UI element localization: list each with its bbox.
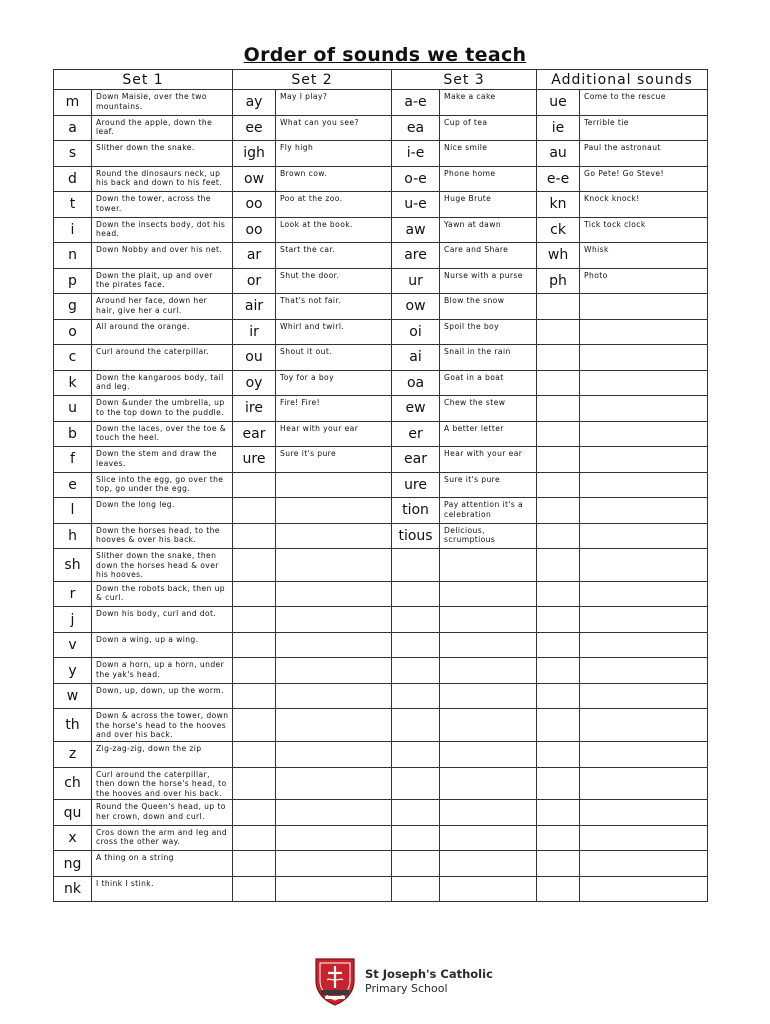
description-cell	[440, 800, 537, 826]
description-cell: Nice smile	[440, 141, 537, 167]
description-cell	[580, 472, 708, 498]
description-cell	[580, 421, 708, 447]
sound-cell	[233, 876, 276, 902]
description-cell	[580, 632, 708, 658]
description-cell: Nurse with a purse	[440, 268, 537, 294]
description-cell	[580, 742, 708, 768]
description-cell	[580, 447, 708, 473]
description-cell	[440, 742, 537, 768]
description-cell: Goat in a boat	[440, 370, 537, 396]
header-set-1: Set 1	[54, 70, 233, 90]
description-cell	[580, 294, 708, 320]
sound-cell: ur	[392, 268, 440, 294]
sound-cell: ure	[233, 447, 276, 473]
description-cell: What can you see?	[276, 115, 392, 141]
description-cell: Sure it's pure	[276, 447, 392, 473]
description-cell: Spoil the boy	[440, 319, 537, 345]
table-row	[54, 166, 708, 192]
description-cell: Phone home	[440, 166, 537, 192]
sound-cell: ire	[233, 396, 276, 422]
description-cell	[276, 607, 392, 633]
description-cell: Down the stem and draw the leaves.	[92, 447, 233, 473]
sound-cell: are	[392, 243, 440, 269]
description-cell: May I play?	[276, 90, 392, 116]
sound-cell	[392, 658, 440, 684]
description-cell: Down the horses head, to the hooves & over his back.	[92, 523, 233, 549]
table-row	[54, 370, 708, 396]
sound-cell	[537, 658, 580, 684]
description-cell: Snail in the rain	[440, 345, 537, 371]
description-cell	[440, 632, 537, 658]
description-cell: Down, up, down, up the worm.	[92, 683, 233, 709]
table-row	[54, 549, 708, 582]
sound-cell: f	[54, 447, 92, 473]
table-row	[54, 268, 708, 294]
sound-cell	[233, 549, 276, 582]
table-row	[54, 607, 708, 633]
description-cell	[276, 825, 392, 851]
description-cell: Blow the snow	[440, 294, 537, 320]
description-cell: Terrible tie	[580, 115, 708, 141]
sound-cell: oo	[233, 217, 276, 243]
description-cell: I think I stink.	[92, 876, 233, 902]
description-cell: Slither down the snake.	[92, 141, 233, 167]
header-additional-sounds: Additional sounds	[537, 70, 708, 90]
sound-cell: e	[54, 472, 92, 498]
table-row	[54, 90, 708, 116]
description-cell	[440, 851, 537, 877]
sound-cell: igh	[233, 141, 276, 167]
description-cell: Knock knock!	[580, 192, 708, 218]
sound-cell: p	[54, 268, 92, 294]
table-row	[54, 632, 708, 658]
sound-cell	[392, 607, 440, 633]
description-cell	[580, 549, 708, 582]
description-cell	[276, 876, 392, 902]
description-cell: Shut the door.	[276, 268, 392, 294]
sound-cell	[233, 709, 276, 742]
sound-cell: er	[392, 421, 440, 447]
sound-cell: wh	[537, 243, 580, 269]
description-cell	[276, 498, 392, 524]
description-cell: Around her face, down her hair, give her a curl.	[92, 294, 233, 320]
table-row	[54, 345, 708, 371]
sound-cell: x	[54, 825, 92, 851]
description-cell	[276, 632, 392, 658]
description-cell: Care and Share	[440, 243, 537, 269]
sound-cell	[537, 851, 580, 877]
description-cell: Hear with your ear	[276, 421, 392, 447]
table-row	[54, 523, 708, 549]
sound-cell: ie	[537, 115, 580, 141]
table-row	[54, 396, 708, 422]
description-cell	[580, 658, 708, 684]
description-cell	[276, 581, 392, 607]
sound-cell: ue	[537, 90, 580, 116]
description-cell	[276, 800, 392, 826]
description-cell	[440, 549, 537, 582]
description-cell	[580, 800, 708, 826]
sound-cell: k	[54, 370, 92, 396]
description-cell: Down the insects body, dot his head.	[92, 217, 233, 243]
sound-cell	[392, 851, 440, 877]
description-cell: Down Nobby and over his net.	[92, 243, 233, 269]
sound-cell	[233, 851, 276, 877]
table-row	[54, 421, 708, 447]
description-cell: Down the plait, up and over the pirates face.	[92, 268, 233, 294]
description-cell: Poo at the zoo.	[276, 192, 392, 218]
sound-cell	[233, 581, 276, 607]
description-cell: Start the car.	[276, 243, 392, 269]
sound-cell: ay	[233, 90, 276, 116]
description-cell	[276, 658, 392, 684]
description-cell	[276, 472, 392, 498]
sound-cell	[537, 683, 580, 709]
description-cell: Down & across the tower, down the horse's head to the hooves and over his back.	[92, 709, 233, 742]
sound-cell: th	[54, 709, 92, 742]
table-row	[54, 800, 708, 826]
sound-cell: ou	[233, 345, 276, 371]
description-cell: Down his body, curl and dot.	[92, 607, 233, 633]
description-cell: Pay attention it's a celebration	[440, 498, 537, 524]
description-cell	[580, 876, 708, 902]
sound-cell: sh	[54, 549, 92, 582]
sound-cell	[537, 294, 580, 320]
sound-cell	[537, 767, 580, 800]
sound-cell: tious	[392, 523, 440, 549]
sound-cell: a	[54, 115, 92, 141]
description-cell	[580, 607, 708, 633]
sound-cell	[233, 800, 276, 826]
sound-cell	[392, 632, 440, 658]
sound-cell	[392, 709, 440, 742]
description-cell	[580, 767, 708, 800]
sound-cell: ai	[392, 345, 440, 371]
description-cell	[276, 523, 392, 549]
sound-cell: i-e	[392, 141, 440, 167]
sound-cell: e-e	[537, 166, 580, 192]
description-cell: Whirl and twirl.	[276, 319, 392, 345]
sound-cell	[392, 767, 440, 800]
sound-cell	[392, 683, 440, 709]
sound-cell: oo	[233, 192, 276, 218]
sound-cell	[537, 549, 580, 582]
sound-cell: s	[54, 141, 92, 167]
table-row	[54, 498, 708, 524]
description-cell: Down Maisie, over the two mountains.	[92, 90, 233, 116]
description-cell: Yawn at dawn	[440, 217, 537, 243]
sound-cell: kn	[537, 192, 580, 218]
description-cell: A better letter	[440, 421, 537, 447]
description-cell	[440, 825, 537, 851]
sound-cell: o	[54, 319, 92, 345]
sound-cell	[537, 498, 580, 524]
table-row	[54, 115, 708, 141]
description-cell: All around the orange.	[92, 319, 233, 345]
sound-cell: air	[233, 294, 276, 320]
sound-cell: ck	[537, 217, 580, 243]
sound-cell: ar	[233, 243, 276, 269]
table-row	[54, 243, 708, 269]
description-cell: Sure it's pure	[440, 472, 537, 498]
sound-cell: ch	[54, 767, 92, 800]
description-cell: Down the tower, across the tower.	[92, 192, 233, 218]
sound-cell	[233, 767, 276, 800]
sound-cell	[233, 742, 276, 768]
sound-cell: ew	[392, 396, 440, 422]
description-cell	[440, 581, 537, 607]
sound-cell: v	[54, 632, 92, 658]
sound-cell	[537, 742, 580, 768]
table-row	[54, 447, 708, 473]
description-cell: Zig-zag-zig, down the zip	[92, 742, 233, 768]
sound-cell: t	[54, 192, 92, 218]
description-cell: Toy for a boy	[276, 370, 392, 396]
sound-cell	[537, 370, 580, 396]
description-cell: Down a horn, up a horn, under the yak's head.	[92, 658, 233, 684]
school-crest-icon	[313, 955, 357, 1007]
table-row	[54, 472, 708, 498]
description-cell	[580, 851, 708, 877]
sound-cell: r	[54, 581, 92, 607]
sound-cell: ir	[233, 319, 276, 345]
description-cell: Huge Brute	[440, 192, 537, 218]
header-set-3: Set 3	[392, 70, 537, 90]
sound-cell	[233, 683, 276, 709]
description-cell: Photo	[580, 268, 708, 294]
header-set-2: Set 2	[233, 70, 392, 90]
sound-cell: ng	[54, 851, 92, 877]
description-cell	[580, 683, 708, 709]
description-cell: Tick tock clock	[580, 217, 708, 243]
school-subtitle: Primary School	[365, 982, 448, 995]
sound-cell: au	[537, 141, 580, 167]
description-cell: Down the laces, over the toe & touch the heel.	[92, 421, 233, 447]
sound-cell	[537, 345, 580, 371]
sound-cell	[233, 658, 276, 684]
description-cell	[440, 683, 537, 709]
table-row	[54, 581, 708, 607]
sound-cell	[537, 319, 580, 345]
description-cell: Round the Queen's head, up to her crown, down and curl.	[92, 800, 233, 826]
description-cell: Round the dinosaurs neck, up his back and down to his feet.	[92, 166, 233, 192]
sound-cell: a-e	[392, 90, 440, 116]
description-cell: Down the long leg.	[92, 498, 233, 524]
description-cell: Look at the book.	[276, 217, 392, 243]
description-cell: Cup of tea	[440, 115, 537, 141]
description-cell: Come to the rescue	[580, 90, 708, 116]
table-row	[54, 709, 708, 742]
sound-cell	[537, 581, 580, 607]
sound-cell: m	[54, 90, 92, 116]
sound-cell: ea	[392, 115, 440, 141]
sound-cell	[392, 800, 440, 826]
sound-cell	[392, 581, 440, 607]
table-row	[54, 658, 708, 684]
sound-cell	[537, 825, 580, 851]
description-cell: Cros down the arm and leg and cross the other way.	[92, 825, 233, 851]
description-cell: Hear with your ear	[440, 447, 537, 473]
table-row	[54, 742, 708, 768]
sound-cell: or	[233, 268, 276, 294]
sound-cell: j	[54, 607, 92, 633]
table-row	[54, 851, 708, 877]
sound-cell: oy	[233, 370, 276, 396]
sound-cell: ow	[392, 294, 440, 320]
table-row	[54, 825, 708, 851]
sound-cell	[537, 421, 580, 447]
table-body	[54, 90, 708, 902]
sound-cell: ee	[233, 115, 276, 141]
description-cell: Around the apple, down the leaf.	[92, 115, 233, 141]
sound-cell	[233, 632, 276, 658]
sound-cell: ow	[233, 166, 276, 192]
table-header-row	[54, 70, 708, 90]
sound-cell: nk	[54, 876, 92, 902]
description-cell: Make a cake	[440, 90, 537, 116]
table-row	[54, 767, 708, 800]
table-row	[54, 192, 708, 218]
description-cell: Down &under the umbrella, up to the top down to the puddle.	[92, 396, 233, 422]
sound-cell	[537, 523, 580, 549]
description-cell	[580, 825, 708, 851]
sound-cell: b	[54, 421, 92, 447]
sound-cell: l	[54, 498, 92, 524]
description-cell: Whisk	[580, 243, 708, 269]
description-cell: Down the kangaroos body, tail and leg.	[92, 370, 233, 396]
sound-cell	[233, 472, 276, 498]
description-cell	[580, 345, 708, 371]
sound-cell	[233, 825, 276, 851]
description-cell	[580, 581, 708, 607]
description-cell	[580, 370, 708, 396]
sound-cell	[392, 549, 440, 582]
description-cell	[276, 742, 392, 768]
description-cell	[440, 767, 537, 800]
description-cell: That's not fair.	[276, 294, 392, 320]
description-cell: Shout it out.	[276, 345, 392, 371]
sound-cell	[233, 523, 276, 549]
sound-cell: h	[54, 523, 92, 549]
description-cell: Brown cow.	[276, 166, 392, 192]
description-cell: Curl around the caterpillar.	[92, 345, 233, 371]
description-cell	[580, 709, 708, 742]
description-cell	[440, 658, 537, 684]
sound-cell	[537, 472, 580, 498]
description-cell: Fire! Fire!	[276, 396, 392, 422]
sound-cell	[233, 498, 276, 524]
sound-cell	[537, 447, 580, 473]
sound-cell	[537, 709, 580, 742]
description-cell	[580, 498, 708, 524]
sound-cell	[392, 742, 440, 768]
description-cell: Chew the stew	[440, 396, 537, 422]
description-cell	[580, 396, 708, 422]
table-row	[54, 876, 708, 902]
sound-cell: o-e	[392, 166, 440, 192]
description-cell	[440, 709, 537, 742]
sound-cell: u-e	[392, 192, 440, 218]
description-cell	[276, 549, 392, 582]
sound-cell: z	[54, 742, 92, 768]
description-cell	[580, 319, 708, 345]
description-cell: Fly high	[276, 141, 392, 167]
sound-cell	[233, 607, 276, 633]
sound-cell: u	[54, 396, 92, 422]
description-cell	[276, 767, 392, 800]
sound-cell: aw	[392, 217, 440, 243]
table-row	[54, 217, 708, 243]
description-cell	[580, 523, 708, 549]
sound-cell	[537, 876, 580, 902]
table-row	[54, 319, 708, 345]
table-row	[54, 141, 708, 167]
sound-cell: y	[54, 658, 92, 684]
sound-cell: ph	[537, 268, 580, 294]
description-cell: A thing on a string	[92, 851, 233, 877]
description-cell	[276, 683, 392, 709]
sound-cell: i	[54, 217, 92, 243]
sound-cell	[392, 825, 440, 851]
sound-cell: d	[54, 166, 92, 192]
table-row	[54, 683, 708, 709]
sound-cell	[537, 632, 580, 658]
sound-cell	[537, 800, 580, 826]
description-cell: Go Pete! Go Steve!	[580, 166, 708, 192]
description-cell: Slice into the egg, go over the top, go under the egg.	[92, 472, 233, 498]
description-cell: Curl around the caterpillar, then down the horse's head, to the hooves and over his back.	[92, 767, 233, 800]
description-cell	[440, 876, 537, 902]
description-cell: Down a wing, up a wing.	[92, 632, 233, 658]
description-cell	[276, 709, 392, 742]
description-cell: Down the robots back, then up & curl.	[92, 581, 233, 607]
sound-cell: c	[54, 345, 92, 371]
description-cell	[276, 851, 392, 877]
school-footer	[313, 955, 513, 1007]
sound-cell: tion	[392, 498, 440, 524]
table-row	[54, 294, 708, 320]
sound-cell: qu	[54, 800, 92, 826]
sounds-table	[53, 69, 708, 902]
school-name: St Joseph's Catholic	[365, 967, 493, 981]
description-cell: Slither down the snake, then down the horses head & over his hooves.	[92, 549, 233, 582]
description-cell: Delicious, scrumptious	[440, 523, 537, 549]
sound-cell: oi	[392, 319, 440, 345]
sound-cell	[537, 607, 580, 633]
sound-cell: ear	[392, 447, 440, 473]
sound-cell: ear	[233, 421, 276, 447]
sound-cell	[392, 876, 440, 902]
sound-cell	[537, 396, 580, 422]
sound-cell: oa	[392, 370, 440, 396]
page-title: Order of sounds we teach	[243, 44, 527, 66]
description-cell	[440, 607, 537, 633]
sound-cell: n	[54, 243, 92, 269]
description-cell: Paul the astronaut	[580, 141, 708, 167]
sound-cell: g	[54, 294, 92, 320]
sound-cell: ure	[392, 472, 440, 498]
sound-cell: w	[54, 683, 92, 709]
